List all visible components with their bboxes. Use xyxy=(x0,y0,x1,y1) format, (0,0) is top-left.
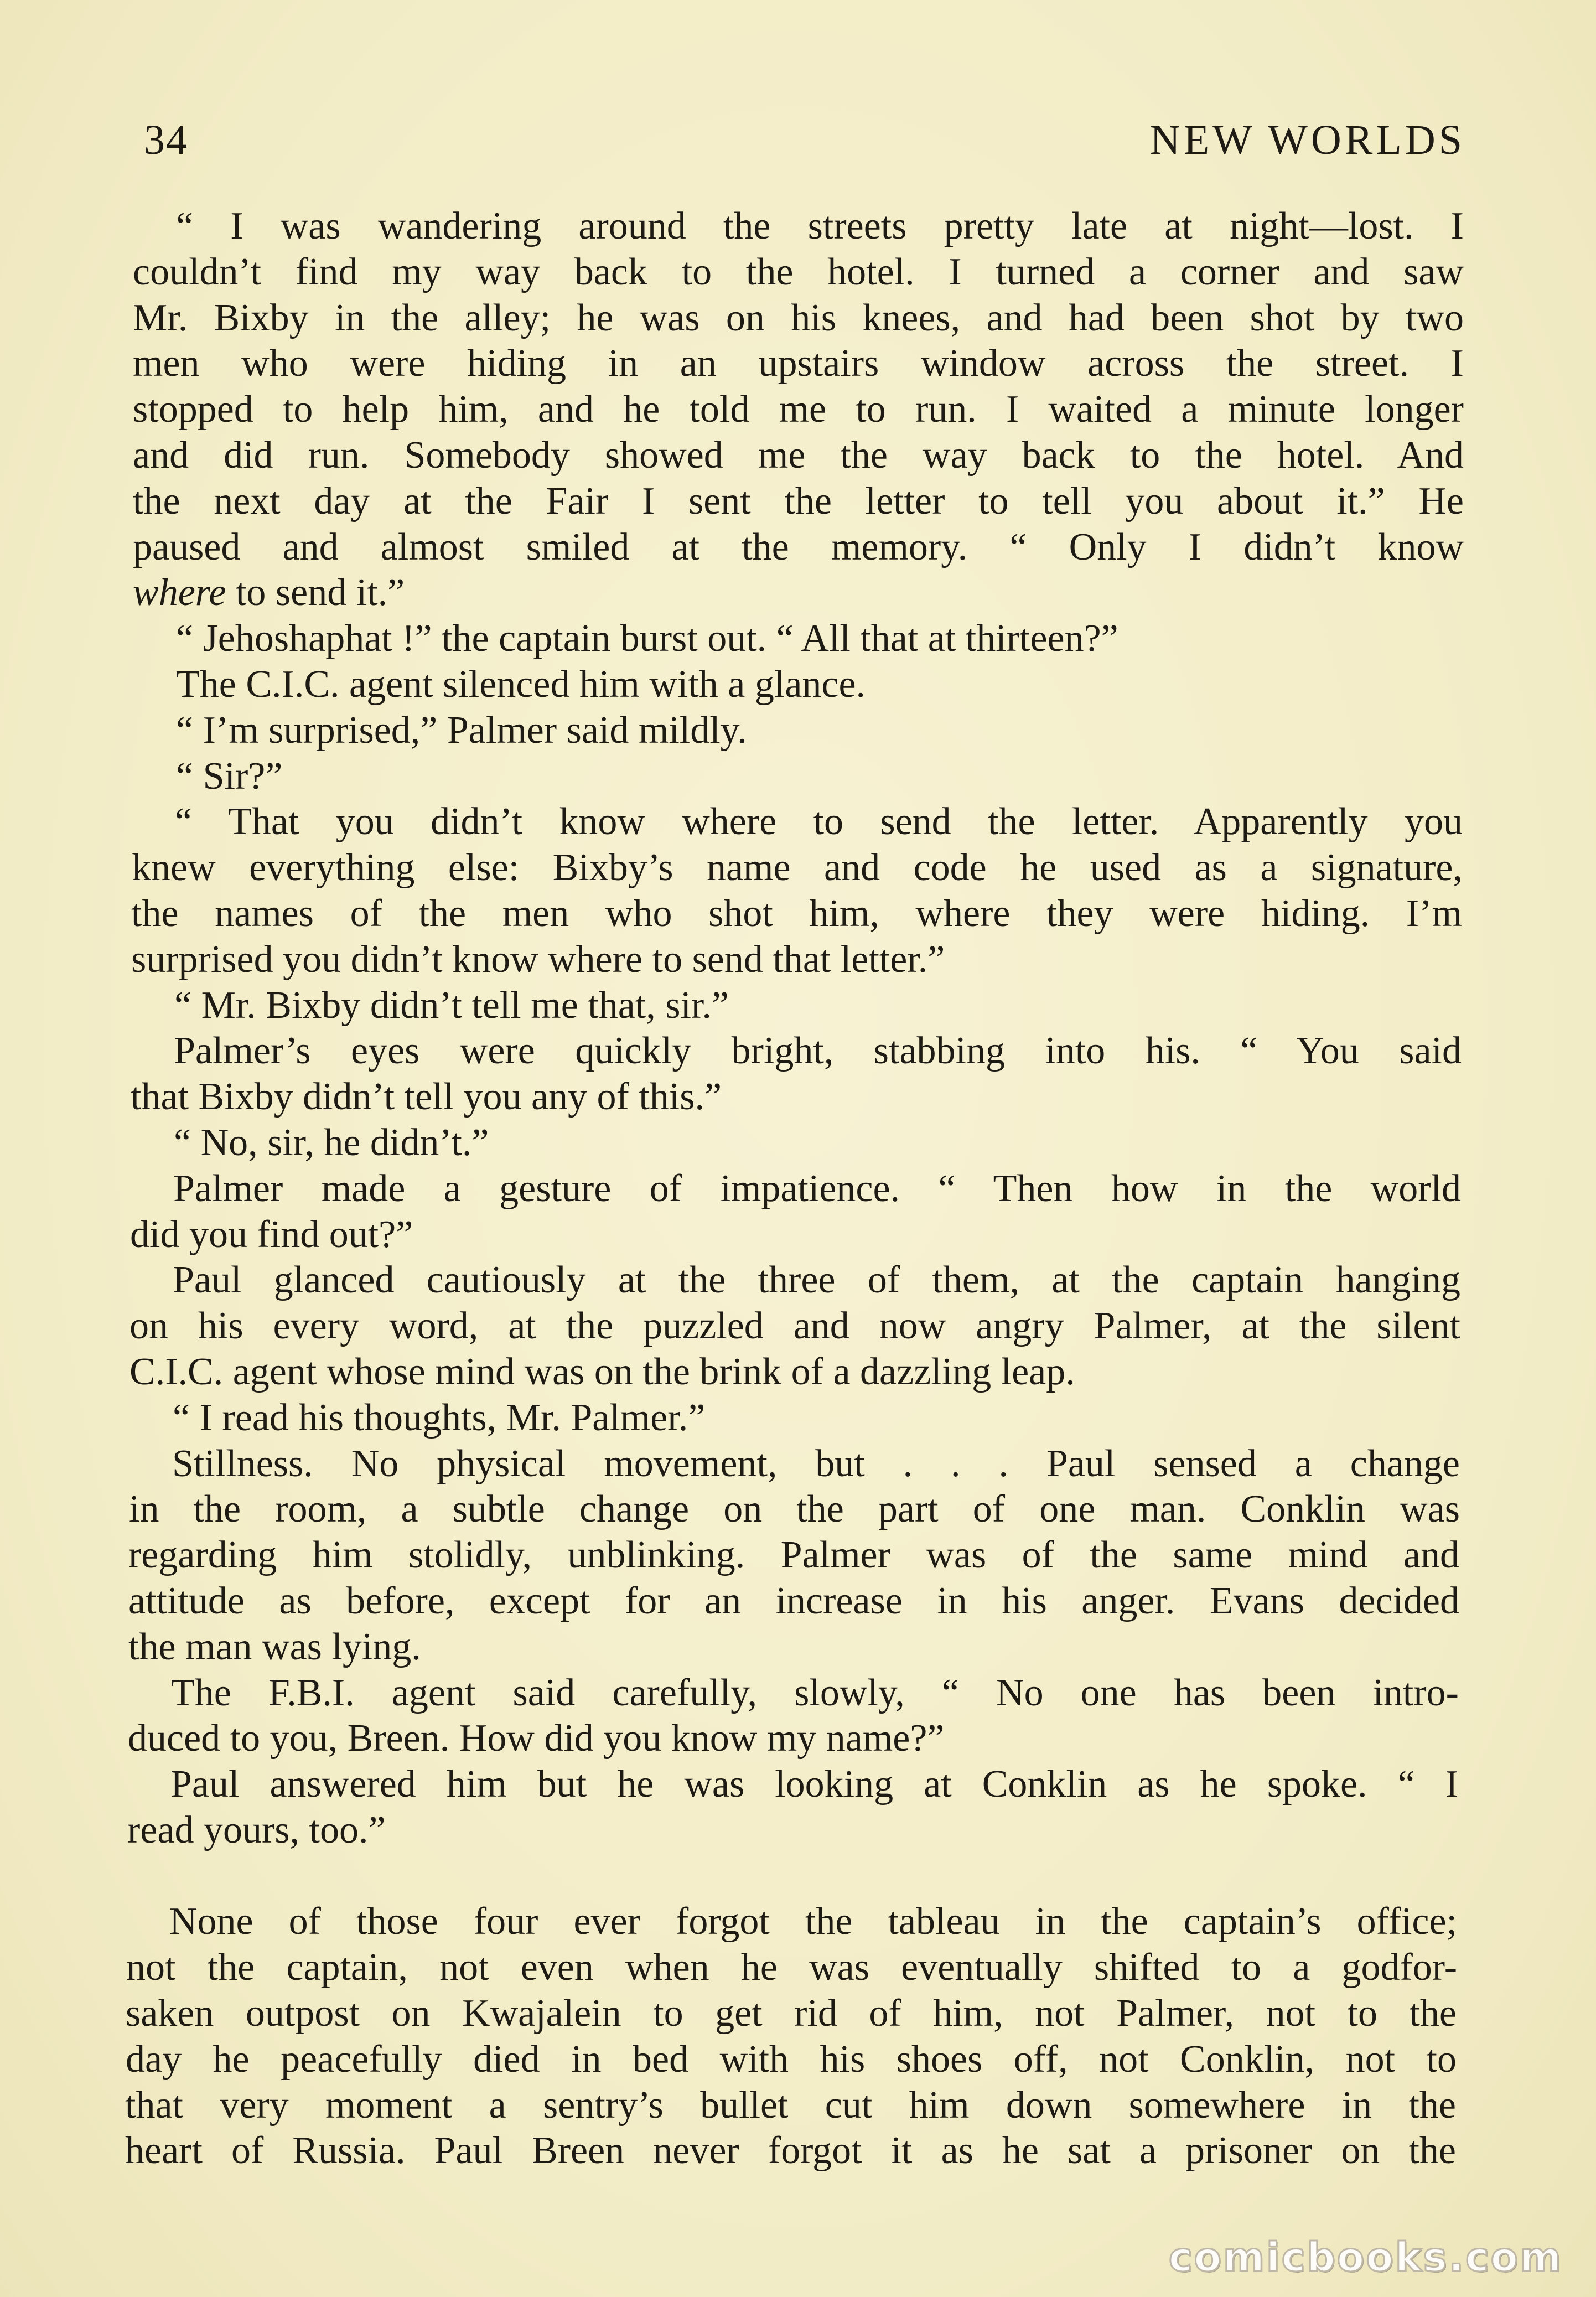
body-text xyxy=(125,204,1464,2174)
text-line: on his every word, at the puzzled and now angry Palmer, at the silent xyxy=(129,1305,1460,1348)
text-line: “ No, sir, he didn’t.” xyxy=(174,1121,489,1164)
text-line: that Bixby didn’t tell you any of this.” xyxy=(131,1075,722,1119)
text-line: the names of the men who shot him, where they were hiding. I’m xyxy=(131,892,1462,935)
emphasis: where xyxy=(133,571,226,614)
text-line: The C.I.C. agent silenced him with a glance. xyxy=(176,663,866,706)
text-line: “ Mr. Bixby didn’t tell me that, sir.” xyxy=(174,984,729,1027)
text-line: that very moment a sentry’s bullet cut him down somewhere in the xyxy=(125,2083,1456,2127)
text-line: “ Sir?” xyxy=(176,754,283,798)
running-head: NEW WORLDS xyxy=(1149,117,1465,163)
text-line: “ Jehoshaphat !” the captain burst out. “ All that at thirteen?” xyxy=(176,617,1118,660)
text-line: men who were hiding in an upstairs window across the street. I xyxy=(133,342,1464,385)
text-line: regarding him stolidly, unblinking. Palmer was of the same mind and xyxy=(128,1534,1459,1577)
page-number: 34 xyxy=(144,117,188,163)
text-line: surprised you didn’t know where to send that letter.” xyxy=(131,938,945,981)
text-line: where to send it.” xyxy=(133,571,405,614)
watermark-logo: comicbooks.com xyxy=(1168,2234,1563,2280)
text-line: C.I.C. agent whose mind was on the brink of a dazzling leap. xyxy=(129,1350,1075,1393)
text-line: heart of Russia. Paul Breen never forgot it as he sat a prisoner on the xyxy=(125,2129,1456,2172)
text-line: the next day at the Fair I sent the letter to tell you about it.” He xyxy=(133,479,1464,522)
text-line: paused and almost smiled at the memory. “ Only I didn’t know xyxy=(133,525,1464,568)
page-header xyxy=(144,116,1465,172)
text-line: “ I read his thoughts, Mr. Palmer.” xyxy=(173,1396,706,1439)
text-line: Paul answered him but he was looking at Conklin as he spoke. “ I xyxy=(170,1763,1458,1806)
text-line: The F.B.I. agent said carefully, slowly, “ No one has been intro- xyxy=(171,1671,1459,1714)
text-line: day he peacefully died in bed with his shoes off, not Conklin, not to xyxy=(126,2037,1457,2081)
text-line: None of those four ever forgot the tableau in the captain’s office; xyxy=(169,1900,1457,1943)
text-line: Mr. Bixby in the alley; he was on his knees, and had been shot by two xyxy=(133,296,1464,339)
text-line: “ That you didn’t know where to send the letter. Apparently you xyxy=(175,800,1463,844)
text-line: Stillness. No physical movement, but . . . Paul sensed a change xyxy=(172,1442,1460,1485)
text-line: duced to you, Breen. How did you know my name?” xyxy=(128,1717,945,1760)
text-line: did you find out?” xyxy=(130,1213,413,1256)
text-line: couldn’t find my way back to the hotel. I turned a corner and saw xyxy=(133,250,1464,293)
text-line: not the captain, not even when he was eventually shifted to a godfor- xyxy=(126,1946,1457,1989)
text-line: knew everything else: Bixby’s name and code he used as a signature, xyxy=(132,846,1463,889)
text-line: and did run. Somebody showed me the way back to the hotel. And xyxy=(133,433,1464,477)
text-line: “ I was wandering around the streets pretty late at night—lost. I xyxy=(176,205,1464,247)
text-line: read yours, too.” xyxy=(127,1808,386,1851)
text-line: Paul glanced cautiously at the three of them, at the captain hanging xyxy=(173,1259,1460,1302)
text-line: saken outpost on Kwajalein to get rid of him, not Palmer, not to the xyxy=(126,1992,1457,2035)
text-line: stopped to help him, and he told me to run. I waited a minute longer xyxy=(133,388,1464,431)
text-line: the man was lying. xyxy=(128,1625,421,1668)
text-line: Palmer made a gesture of impatience. “ Then how in the world xyxy=(173,1167,1461,1210)
text-line: attitude as before, except for an increase in his anger. Evans decided xyxy=(128,1579,1459,1622)
text-line: “ I’m surprised,” Palmer said mildly. xyxy=(176,708,747,752)
text-line: in the room, a subtle change on the part of one man. Conklin was xyxy=(129,1488,1460,1531)
text-line: Palmer’s eyes were quickly bright, stabbing into his. “ You said xyxy=(174,1029,1462,1073)
